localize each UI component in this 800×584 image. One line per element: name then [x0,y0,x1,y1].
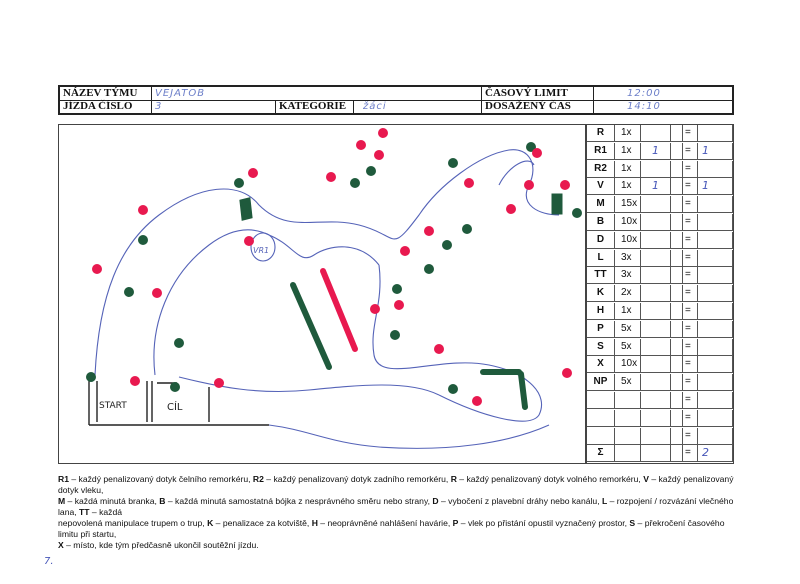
penalty-equals: = [685,287,691,299]
buoy-red [378,128,388,138]
penalty-count-extra[interactable] [671,428,683,445]
penalty-total[interactable] [697,196,733,213]
penalty-equals: = [685,269,691,281]
buoy-green [174,338,184,348]
dock-marker-green-2 [553,195,561,213]
penalty-code: V [587,178,615,195]
penalty-multiplier: 1x [615,143,641,160]
buoy-red [464,178,474,188]
penalty-code: B [587,214,615,231]
legend-desc: – každá [89,507,123,517]
penalty-code: R1 [587,143,615,160]
team-value[interactable] [152,87,482,100]
team-label: NÁZEV TÝMU [60,87,152,100]
legend-desc: – rozpojení / rozvázání vlečného lana, [58,496,734,517]
penalty-multiplier [615,410,641,427]
penalty-total[interactable] [697,356,733,373]
penalty-row [587,250,733,267]
penalty-row [587,125,733,142]
penalty-multiplier: 5x [615,321,641,338]
legend-code: M [58,496,66,506]
start-label: START [99,401,127,411]
penalty-row [587,339,733,356]
penalty-count[interactable] [641,232,671,249]
legend-code: S [629,518,636,528]
gate-bar-green [293,285,329,367]
penalty-total[interactable] [697,250,733,267]
penalty-code: NP [587,374,615,391]
penalty-multiplier: 10x [615,214,641,231]
penalty-equals: = [685,376,691,388]
penalty-multiplier: 1x [615,125,641,142]
penalty-count[interactable] [641,428,671,445]
buoy-red [560,180,570,190]
penalty-count[interactable] [641,303,671,320]
penalty-row [587,161,733,178]
gate-bar-green-3 [521,374,525,407]
penalty-row [587,392,733,409]
header-row-team [60,87,732,101]
penalty-count[interactable] [641,125,671,142]
buoy-red [532,148,542,158]
legend-desc: – každý penalizovaný dotyk čelního remorkéru, [69,474,253,484]
time-value[interactable] [594,100,732,113]
penalty-code: H [587,303,615,320]
penalty-count-extra[interactable] [671,410,683,427]
buoy-red [130,376,140,386]
penalty-equals: = [685,162,691,174]
legend-code: V [643,474,649,484]
penalty-table [586,124,734,464]
legend-code: L [601,496,608,506]
penalty-count[interactable] [641,374,671,391]
penalty-multiplier: 1x [615,161,641,178]
penalty-equals: = [685,216,691,227]
time-label: DOSAŽENÝ ČAS [482,100,594,113]
penalty-code: R [587,125,615,142]
buoy-green [448,384,458,394]
penalty-equals: = [685,198,691,210]
buoy-red [248,168,258,178]
limit-value-text: 12:00 [627,88,661,99]
penalty-code: X [587,356,615,373]
ride-value[interactable] [152,100,276,113]
penalty-count-extra[interactable] [671,178,683,195]
legend-code: TT [79,507,90,517]
course-svg [59,125,587,465]
penalty-count-extra[interactable] [671,339,683,356]
penalty-count[interactable] [641,285,671,302]
penalty-row [587,143,733,160]
penalty-count-extra[interactable] [671,214,683,231]
legend-desc: – neoprávněné nahlášení havárie, [317,518,453,528]
penalty-total[interactable] [697,125,733,142]
header-table [58,85,734,115]
penalty-equals: = [685,233,691,245]
penalty-total[interactable] [697,374,733,391]
legend-desc: – vybočení z plavební dráhy nebo kanálu, [438,496,602,506]
penalty-count-extra[interactable] [671,356,683,373]
penalty-code: D [587,232,615,249]
legend-desc: – každá minutá branka, [65,496,160,506]
buoy-green [170,382,180,392]
penalty-total[interactable] [697,339,733,356]
penalty-total[interactable] [697,232,733,249]
penalty-multiplier: 3x [615,250,641,267]
category-label: KATEGORIE [276,100,354,113]
penalty-row [587,285,733,302]
penalty-count[interactable] [641,250,671,267]
penalty-equals: = [685,358,691,370]
buoy-red [434,344,444,354]
penalty-equals: = [685,251,691,263]
buoy-red [424,226,434,236]
category-value[interactable] [354,100,482,113]
penalty-count[interactable] [641,267,671,284]
penalty-equals: = [685,340,691,352]
buoy-red [138,205,148,215]
legend-line-4 [58,540,738,551]
penalty-row [587,445,733,462]
penalty-count-extra[interactable] [671,232,683,249]
corner-mark: 7. [44,556,54,567]
penalty-count[interactable] [641,392,671,409]
penalty-total[interactable]: 2 [697,445,733,462]
buoy-green [366,166,376,176]
penalty-multiplier: 5x [615,339,641,356]
legend-code: P [452,518,459,528]
penalty-multiplier [615,392,641,409]
penalty-count[interactable] [641,410,671,427]
legend-code: R [450,474,457,484]
penalty-count-extra[interactable] [671,196,683,213]
penalty-total[interactable] [697,392,733,409]
legend-desc: – vlek po přistání opustil vyznačený prostor, [458,518,630,528]
legend-line-2 [58,496,738,518]
penalty-count-extra[interactable] [671,125,683,142]
penalty-total[interactable] [697,285,733,302]
penalty-count-extra[interactable] [671,161,683,178]
penalty-code: P [587,321,615,338]
header-row-ride [60,100,732,113]
penalty-count[interactable] [641,356,671,373]
penalty-total[interactable] [697,267,733,284]
buoy-green [442,240,452,250]
penalty-total[interactable] [697,303,733,320]
gate-bar-red [323,271,355,349]
penalty-count-extra[interactable] [671,445,683,462]
buoy-red [506,204,516,214]
penalty-row [587,321,733,338]
penalty-multiplier: 2x [615,285,641,302]
course-diagram [58,124,586,464]
legend-line-1 [58,474,738,496]
buoy-red [400,246,410,256]
penalty-row [587,356,733,373]
buoy-red [356,140,366,150]
buoy-red [214,378,224,388]
legend-desc: – každý penalizovaný dotyk zadního remorkéru, [263,474,451,484]
penalty-row [587,374,733,391]
team-value-text: VEJATOB [155,88,206,99]
penalty-code [587,392,615,409]
ride-value-text: 3 [155,101,163,112]
legend-desc: – každý penalizovaný dotyk vleku, [58,474,734,495]
legend-line-3 [58,518,738,540]
penalty-multiplier: 10x [615,356,641,373]
legend-desc: – překročení časového limitu při startu, [58,518,725,539]
buoy-red [562,368,572,378]
legend-desc: nepovolená manipulace trupem o trup, [58,518,208,528]
shore-line [269,425,549,448]
buoy-red [152,288,162,298]
buoy-green [572,208,582,218]
ride-label: JÍZDA ČÍSLO [60,100,152,113]
penalty-total[interactable] [697,410,733,427]
penalty-row [587,428,733,445]
penalty-count-extra[interactable] [671,374,683,391]
buoy-green [138,235,148,245]
penalty-equals: = [685,180,691,192]
penalty-total[interactable] [697,321,733,338]
penalty-count[interactable]: 1 [641,143,671,160]
penalty-count[interactable] [641,445,671,462]
penalty-count-extra[interactable] [671,303,683,320]
penalty-count-extra[interactable] [671,321,683,338]
penalty-code: K [587,285,615,302]
buoy-red [370,304,380,314]
penalty-count-extra[interactable] [671,285,683,302]
buoy-green [234,178,244,188]
category-value-text: žáci [363,101,387,112]
penalty-code: M [587,196,615,213]
penalty-total[interactable] [697,428,733,445]
legend-code: K [207,518,214,528]
penalty-multiplier: 10x [615,232,641,249]
penalty-row [587,196,733,213]
buoy-green [392,284,402,294]
legend-desc: – každý penalizovaný dotyk volného remorkéru, [456,474,644,484]
penalty-row [587,410,733,427]
penalty-count[interactable] [641,321,671,338]
buoys [86,128,582,406]
legend-code: D [432,496,439,506]
legend-desc: – místo, kde tým předčasně ukončil soutěžní jízdu. [63,540,259,550]
penalty-multiplier: 5x [615,374,641,391]
buoy-red [374,150,384,160]
buoy-green [424,264,434,274]
penalty-row [587,214,733,231]
penalty-count-extra[interactable] [671,143,683,160]
finish-label: CÍL [167,402,183,413]
legend-desc: – penalizace za kotviště, [213,518,312,528]
penalty-multiplier: 3x [615,267,641,284]
penalty-equals: = [685,127,691,138]
penalty-equals: = [685,305,691,316]
legend-text [58,474,738,551]
penalty-total[interactable]: 1 [697,178,733,195]
penalty-count-extra[interactable] [671,267,683,284]
penalty-count-extra[interactable] [671,392,683,409]
buoy-red [472,396,482,406]
penalty-equals: = [685,394,691,405]
penalty-equals: = [685,429,691,441]
penalty-multiplier: 1x [615,178,641,195]
penalty-equals: = [685,322,691,334]
penalty-code: TT [587,267,615,284]
legend-code: B [159,496,166,506]
buoy-red [244,236,254,246]
legend-code: R2 [252,474,264,484]
penalty-total[interactable]: 1 [697,143,733,160]
buoy-green [390,330,400,340]
buoy-green [124,287,134,297]
buoy-red [92,264,102,274]
penalty-code: L [587,250,615,267]
buoy-green [448,158,458,168]
penalty-equals: = [685,447,691,459]
penalty-count[interactable] [641,339,671,356]
penalty-row [587,178,733,195]
penalty-multiplier [615,445,641,462]
penalty-equals: = [685,144,691,156]
route-note: VR1 [253,246,270,255]
penalty-total[interactable] [697,214,733,231]
penalty-equals: = [685,411,691,423]
buoy-green [350,178,360,188]
penalty-row [587,267,733,284]
dock-marker-green [241,199,251,219]
buoy-red [394,300,404,310]
penalty-multiplier: 15x [615,196,641,213]
penalty-multiplier [615,428,641,445]
penalty-row [587,303,733,320]
time-value-text: 14:10 [627,101,661,112]
penalty-total[interactable] [697,161,733,178]
buoy-green [462,224,472,234]
limit-value[interactable] [594,87,732,100]
penalty-code [587,428,615,445]
penalty-code: Σ [587,445,615,462]
legend-desc: – každá minutá samostatná bójka z nesprávného směru nebo strany, [165,496,433,506]
buoy-red [524,180,534,190]
legend-code: H [311,518,318,528]
legend-code: R1 [58,474,69,484]
penalty-code: R2 [587,161,615,178]
penalty-count[interactable] [641,214,671,231]
penalty-count[interactable]: 1 [641,178,671,195]
buoy-red [326,172,336,182]
penalty-code [587,410,615,427]
limit-label: ČASOVÝ LIMIT [482,87,594,100]
buoy-green [86,372,96,382]
penalty-count[interactable] [641,161,671,178]
legend-code: X [58,540,64,550]
penalty-count[interactable] [641,196,671,213]
penalty-code: S [587,339,615,356]
penalty-count-extra[interactable] [671,250,683,267]
penalty-multiplier: 1x [615,303,641,320]
penalty-row [587,232,733,249]
